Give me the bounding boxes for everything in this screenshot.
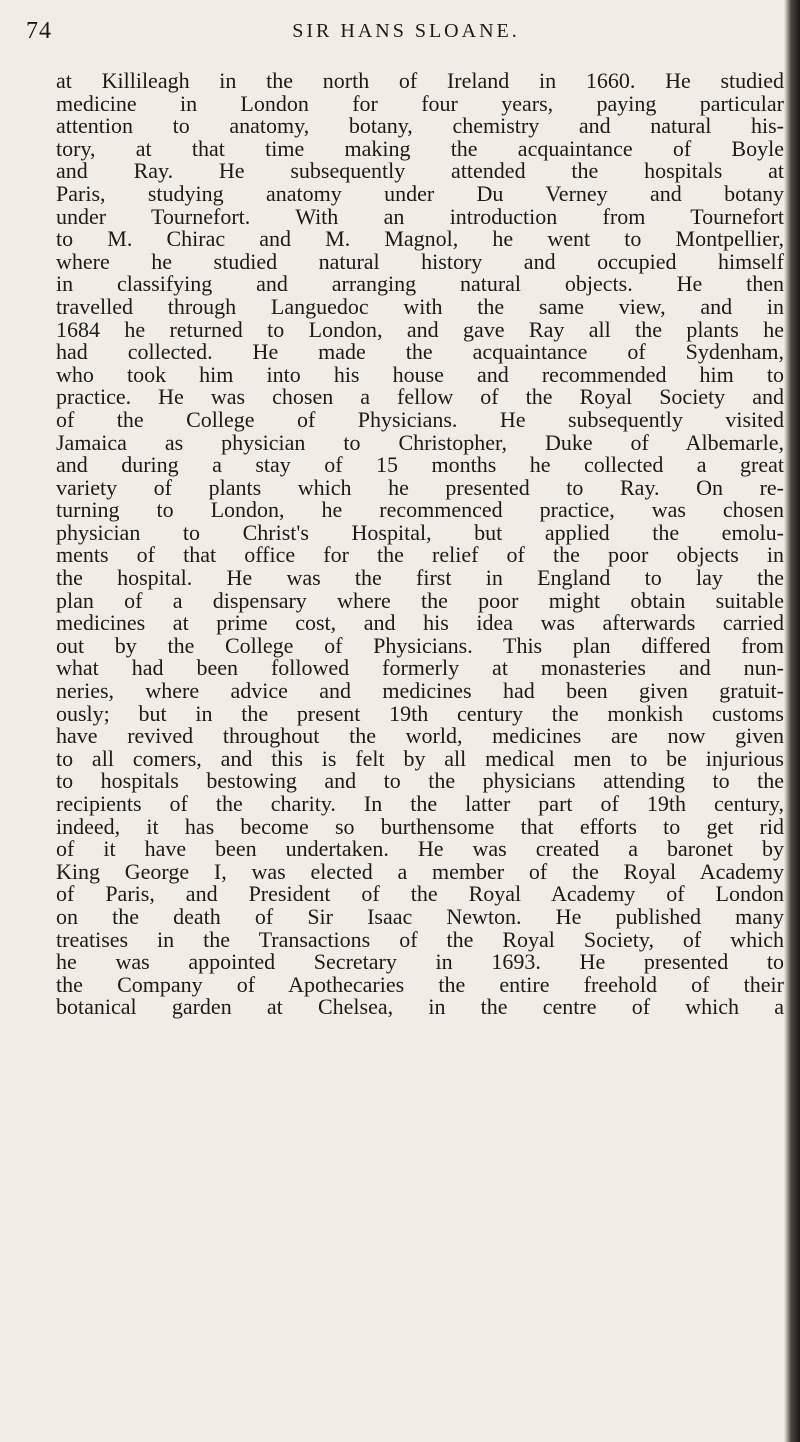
- text-line: ously; but in the present 19th century the monkish customs: [56, 700, 784, 726]
- text-line: out by the College of Physicians. This plan differed from: [56, 632, 784, 658]
- text-line: where he studied natural history and occupied himself: [56, 248, 784, 274]
- text-line: treatises in the Transactions of the Royal Society, of which: [56, 926, 784, 952]
- page-number: 74: [26, 18, 52, 44]
- text-line: Paris, studying anatomy under Du Verney and botany: [56, 180, 784, 206]
- text-line: practice. He was chosen a fellow of the Royal Society and: [56, 384, 784, 410]
- text-line: travelled through Languedoc with the same view, and in: [56, 293, 784, 319]
- text-line: plan of a dispensary where the poor might obtain suitable: [56, 587, 784, 613]
- text-line: King George I, was elected a member of the Royal Academy: [56, 858, 784, 884]
- text-line: botanical garden at Chelsea, in the centre of which a: [56, 994, 784, 1020]
- text-line: to all comers, and this is felt by all medical men to be injurious: [56, 745, 784, 771]
- text-line: tory, at that time making the acquaintance of Boyle: [56, 135, 784, 161]
- running-head: [26, 18, 766, 48]
- text-line: attention to anatomy, botany, chemistry and natural his-: [56, 113, 784, 139]
- text-line: and during a stay of 15 months he collected a great: [56, 452, 784, 478]
- text-line: indeed, it has become so burthensome that efforts to get rid: [56, 813, 784, 839]
- text-line: Jamaica as physician to Christopher, Duke of Albemarle,: [56, 429, 784, 455]
- text-line: and Ray. He subsequently attended the hospitals at: [56, 158, 784, 184]
- text-line: turning to London, he recommenced practice, was chosen: [56, 497, 784, 523]
- text-line: the hospital. He was the first in England to lay the: [56, 565, 784, 591]
- text-line: of Paris, and President of the Royal Academy of London: [56, 881, 784, 907]
- text-line: in classifying and arranging natural objects. He then: [56, 271, 784, 297]
- text-line: recipients of the charity. In the latter part of 19th century,: [56, 791, 784, 816]
- text-line: medicines at prime cost, and his idea was afterwards carried: [56, 610, 784, 636]
- text-line: variety of plants which he presented to Ray. On re-: [56, 474, 784, 500]
- text-line: the Company of Apothecaries the entire freehold of their: [56, 971, 784, 997]
- text-line: under Tournefort. With an introduction from Tournefort: [56, 203, 784, 229]
- text-line: of it have been undertaken. He was created a baronet by: [56, 836, 784, 862]
- text-line: at Killileagh in the north of Ireland in 1660. He studied: [56, 68, 784, 93]
- text-line: what had been followed formerly at monasteries and nun-: [56, 655, 784, 681]
- text-line: who took him into his house and recommended him to: [56, 361, 784, 387]
- text-line: he was appointed Secretary in 1693. He presented to: [56, 949, 784, 975]
- text-line: medicine in London for four years, paying particular: [56, 90, 784, 116]
- text-line: have revived throughout the world, medicines are now given: [56, 723, 784, 749]
- page-edge-shadow: [784, 0, 800, 1442]
- text-line: to hospitals bestowing and to the physicians attending to the: [56, 768, 784, 794]
- text-line: physician to Christ's Hospital, but applied the emolu-: [56, 519, 784, 545]
- text-line: 1684 he returned to London, and gave Ray all the plants he: [56, 316, 784, 342]
- text-line: ments of that office for the relief of the poor objects in: [56, 542, 784, 568]
- running-title: SIR HANS SLOANE.: [292, 20, 520, 42]
- text-line: had collected. He made the acquaintance of Sydenham,: [56, 339, 784, 365]
- text-line: of the College of Physicians. He subsequently visited: [56, 406, 784, 432]
- text-line: neries, where advice and medicines had been given gratuit-: [56, 678, 784, 704]
- body-text: [56, 70, 784, 1019]
- text-line: to M. Chirac and M. Magnol, he went to Montpellier,: [56, 226, 784, 252]
- text-line: on the death of Sir Isaac Newton. He published many: [56, 903, 784, 929]
